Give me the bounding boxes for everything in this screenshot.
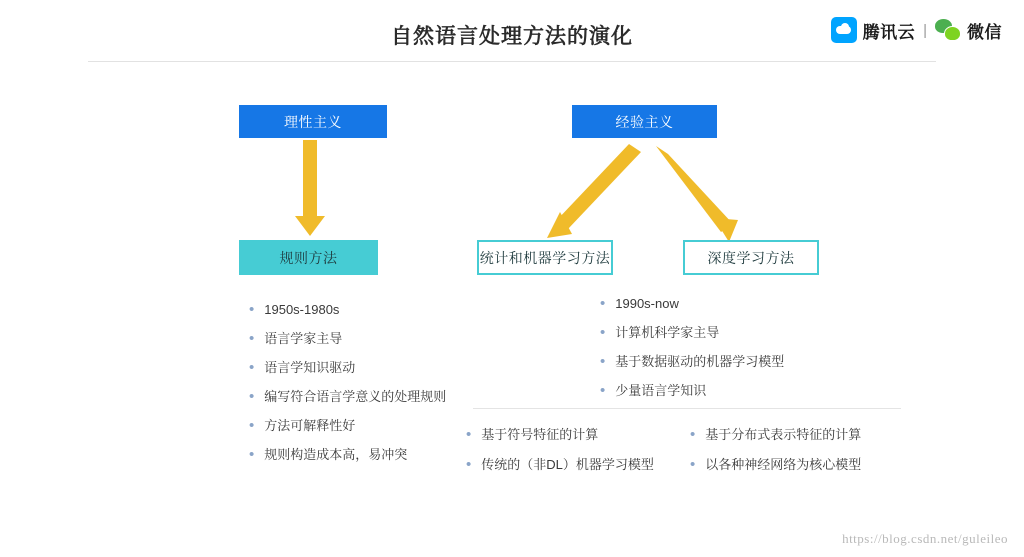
list-item-label: 以各种神经网络为核心模型 bbox=[705, 457, 862, 472]
node-deep-learning-method[interactable]: 深度学习方法 bbox=[683, 240, 819, 275]
list-item bbox=[249, 418, 479, 434]
node-rule-method[interactable]: 规则方法 bbox=[239, 240, 378, 275]
list-item-label: 规则构造成本高，易冲突 bbox=[264, 447, 408, 462]
bullet-icon: • bbox=[249, 301, 255, 318]
brand-cloud-label: 腾讯云 bbox=[862, 22, 916, 42]
node-rationalism[interactable]: 理性主义 bbox=[239, 105, 387, 138]
bullet-icon: • bbox=[249, 417, 255, 434]
list-item-label: 计算机科学家主导 bbox=[615, 325, 720, 340]
bullet-icon: • bbox=[600, 382, 606, 399]
node-empiricism[interactable]: 经验主义 bbox=[572, 105, 717, 138]
list-item bbox=[600, 354, 850, 370]
list-item bbox=[600, 325, 850, 341]
watermark: https://blog.csdn.net/guleileo bbox=[842, 531, 1008, 546]
bottom-divider bbox=[473, 408, 901, 409]
bullet-icon: • bbox=[249, 388, 255, 405]
bullet-icon: • bbox=[690, 456, 696, 473]
bullet-icon: • bbox=[600, 353, 606, 370]
list-item bbox=[690, 457, 905, 473]
brand-separator: | bbox=[923, 21, 927, 39]
list-item bbox=[466, 427, 676, 443]
wechat-icon bbox=[935, 19, 961, 41]
list-item bbox=[249, 447, 479, 463]
list-item-label: 语言学知识驱动 bbox=[264, 360, 356, 375]
bottom-left-bullet-list bbox=[466, 427, 676, 487]
bullet-icon: • bbox=[466, 426, 472, 443]
list-item-label: 基于符号特征的计算 bbox=[481, 427, 599, 442]
list-item bbox=[249, 331, 479, 347]
left-bullet-list bbox=[249, 302, 479, 476]
list-item-label: 传统的（非DL）机器学习模型 bbox=[481, 457, 654, 472]
arrow-empiricism-to-deep bbox=[656, 146, 738, 242]
list-item-label: 少量语言学知识 bbox=[615, 383, 707, 398]
list-item bbox=[249, 302, 479, 318]
list-item-label: 语言学家主导 bbox=[264, 331, 343, 346]
page-title: 自然语言处理方法的演化 bbox=[391, 25, 633, 48]
list-item bbox=[600, 383, 850, 399]
bullet-icon: • bbox=[690, 426, 696, 443]
list-item bbox=[690, 427, 905, 443]
node-statistical-ml-method[interactable]: 统计和机器学习方法 bbox=[477, 240, 613, 275]
bullet-icon: • bbox=[249, 446, 255, 463]
bottom-right-bullet-list bbox=[690, 427, 905, 487]
arrow-empiricism-to-stat bbox=[547, 144, 641, 238]
cloud-icon bbox=[831, 17, 857, 43]
right-bullet-list bbox=[600, 296, 850, 412]
bullet-icon: • bbox=[600, 295, 606, 312]
brand-lockup bbox=[831, 15, 1002, 45]
bullet-icon: • bbox=[249, 359, 255, 376]
list-item bbox=[466, 457, 676, 473]
slide-header bbox=[0, 0, 1024, 62]
list-item bbox=[600, 296, 850, 312]
header-divider bbox=[88, 61, 936, 62]
bullet-icon: • bbox=[466, 456, 472, 473]
bullet-icon: • bbox=[600, 324, 606, 341]
list-item-label: 基于分布式表示特征的计算 bbox=[705, 427, 862, 442]
list-item-label: 1950s-1980s bbox=[264, 302, 340, 317]
list-item-label: 方法可解释性好 bbox=[264, 418, 356, 433]
bullet-icon: • bbox=[249, 330, 255, 347]
list-item-label: 1990s-now bbox=[615, 296, 679, 311]
list-item bbox=[249, 360, 479, 376]
arrow-rationalism-to-rule bbox=[295, 140, 325, 236]
list-item bbox=[249, 389, 479, 405]
brand-wechat-label: 微信 bbox=[967, 22, 1002, 42]
list-item-label: 基于数据驱动的机器学习模型 bbox=[615, 354, 785, 369]
list-item-label: 编写符合语言学意义的处理规则 bbox=[264, 389, 447, 404]
